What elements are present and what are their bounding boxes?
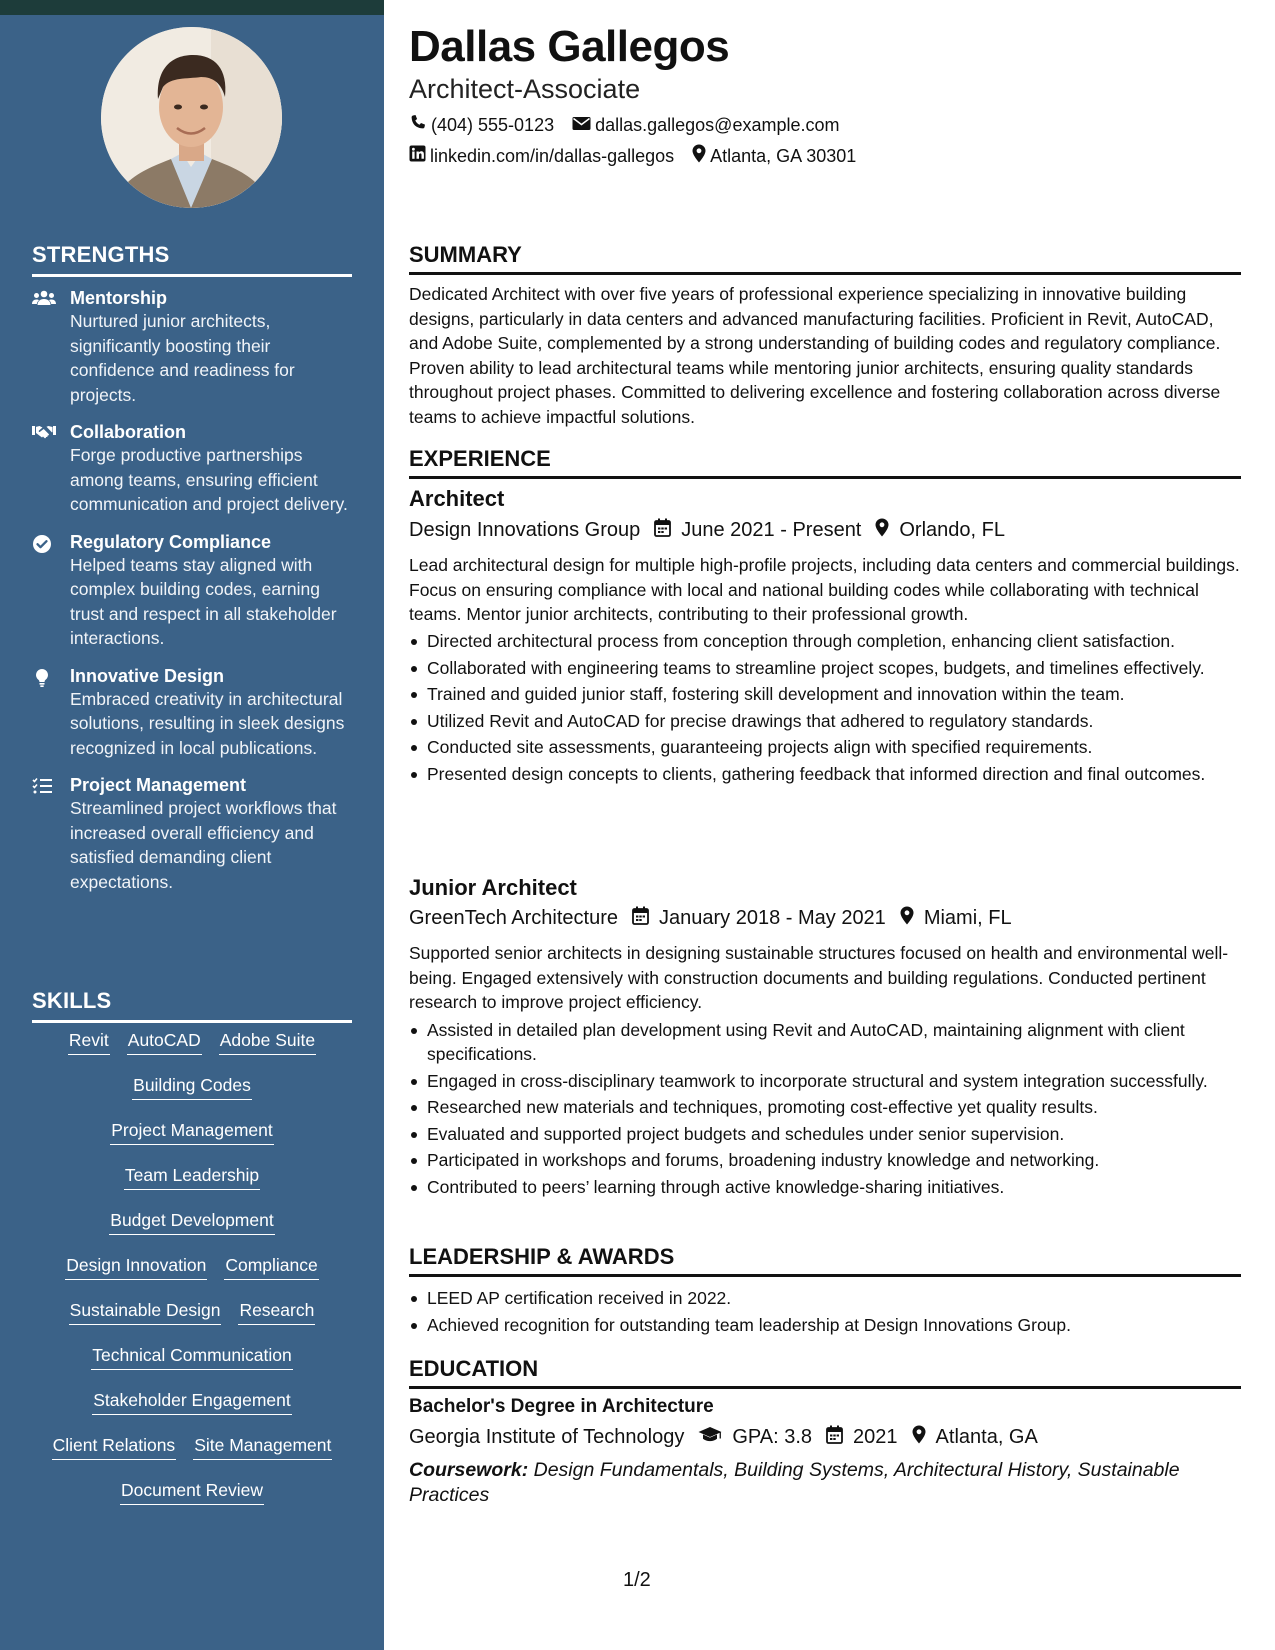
- list-item: LEED AP certification received in 2022.: [409, 1286, 1241, 1310]
- location-text: Miami, FL: [923, 907, 1012, 929]
- job-meta: [409, 518, 1019, 543]
- calendar-icon: [826, 1425, 853, 1450]
- strength-description: Streamlined project workflows that increased overall efficiency and satisfied demanding client expectations.: [70, 798, 337, 892]
- strength-title: Innovative Design: [70, 665, 225, 686]
- coursework-label: Coursework:: [409, 1459, 529, 1481]
- skill-tag: Adobe Suite: [219, 1029, 316, 1055]
- leadership-list: [409, 1286, 1241, 1339]
- summary-text: Dedicated Architect with over five years of professional experience specializing in innovative building designs, particularly in data centers and advanced manufacturing facilities. Proficient in Revit, AutoCAD, and Adobe Suite, complemented by a strong understanding of building codes and regulatory compliance. Proven ability to lead architectural teams while mentoring junior architects, ensuring quality standards throughout project phases. Committed to delivering excellence and fostering collaboration across diverse teams to achieve impactful solutions.: [409, 284, 1221, 427]
- skill-row: [32, 1479, 352, 1524]
- list-item: Researched new materials and techniques, promoting cost-effective yet quality results.: [409, 1095, 1241, 1119]
- map-pin-icon: [900, 906, 924, 931]
- graduation-cap-icon: [698, 1426, 732, 1449]
- skill-tag: Team Leadership: [124, 1164, 260, 1190]
- skill-tag: Compliance: [224, 1254, 318, 1280]
- summary-heading: SUMMARY: [409, 242, 1241, 275]
- strength-title: Project Management: [70, 775, 247, 795]
- list-item: Evaluated and supported project budgets and schedules under senior supervision.: [409, 1122, 1241, 1146]
- skill-row: [32, 1389, 352, 1434]
- date-range: June 2021 - Present: [681, 519, 862, 541]
- strength-item: [32, 287, 352, 407]
- list-item: Participated in workshops and forums, broadening industry knowledge and networking.: [409, 1148, 1241, 1172]
- skill-row: [32, 1299, 352, 1344]
- envelope-icon: [572, 115, 595, 136]
- skill-tag: Sustainable Design: [69, 1299, 222, 1325]
- education-meta: [409, 1425, 1052, 1450]
- strength-title: Regulatory Compliance: [70, 531, 272, 552]
- list-item: Achieved recognition for outstanding team leadership at Design Innovations Group.: [409, 1313, 1241, 1337]
- skill-row: [32, 1029, 352, 1074]
- gpa: [698, 1426, 812, 1449]
- degree-title: Bachelor's Degree in Architecture: [409, 1396, 714, 1417]
- skill-tag: Client Relations: [52, 1434, 177, 1460]
- job-title: Architect: [409, 486, 505, 511]
- location-text: Atlanta, GA: [935, 1426, 1038, 1448]
- coursework-list: Design Fundamentals, Building Systems, Architectural History, Sustainable Practices: [409, 1459, 1180, 1506]
- experience-heading: EXPERIENCE: [409, 446, 1241, 479]
- skill-tag: Budget Development: [109, 1209, 274, 1235]
- strength-item: [32, 665, 352, 761]
- skill-tag: Research: [238, 1299, 315, 1325]
- skill-tag: Building Codes: [132, 1074, 252, 1100]
- map-pin-icon: [692, 144, 710, 168]
- job-meta: [409, 906, 1026, 931]
- date-range: January 2018 - May 2021: [659, 907, 886, 929]
- contact-line: [409, 144, 874, 168]
- strength-description: Nurtured junior architects, significantly boosting their confidence and readiness for projects.: [70, 311, 295, 405]
- coursework: [409, 1458, 1241, 1507]
- list-item: Contributed to peers’ learning through active knowledge-sharing initiatives.: [409, 1175, 1241, 1199]
- leadership-heading: LEADERSHIP & AWARDS: [409, 1244, 1241, 1277]
- list-item: Engaged in cross-disciplinary teamwork to incorporate structural and system integration successfully.: [409, 1069, 1241, 1093]
- strength-item: [32, 531, 352, 651]
- company-name: Design Innovations Group: [409, 519, 641, 541]
- job-bullets: [409, 1018, 1241, 1201]
- calendar-icon: [632, 906, 659, 931]
- job-dates: [632, 906, 886, 931]
- job-dates: [654, 518, 861, 543]
- skill-tag: Revit: [68, 1029, 110, 1055]
- phone-number: (404) 555-0123: [431, 115, 555, 135]
- school-name: Georgia Institute of Technology: [409, 1426, 685, 1448]
- job-location: [875, 518, 1005, 543]
- skill-row: [32, 1344, 352, 1389]
- job-bullets: [409, 629, 1241, 788]
- email-contact[interactable]: [572, 115, 839, 136]
- company-name: GreenTech Architecture: [409, 907, 618, 929]
- linkedin-contact[interactable]: [409, 145, 674, 167]
- list-item: Directed architectural process from conception through completion, enhancing client satisfaction.: [409, 629, 1241, 653]
- linkedin-url[interactable]: linkedin.com/in/dallas-gallegos: [430, 145, 675, 166]
- list-item: Collaborated with engineering teams to streamline project scopes, budgets, and timelines effectively.: [409, 656, 1241, 680]
- handshake-icon: [32, 421, 70, 517]
- candidate-name: Dallas Gallegos: [409, 22, 730, 71]
- phone-contact: [409, 114, 554, 137]
- page-number: 1/2: [623, 1569, 651, 1591]
- skill-tag: AutoCAD: [127, 1029, 202, 1055]
- skill-row: [32, 1254, 352, 1299]
- profile-photo: [101, 27, 282, 208]
- graduation-year: [826, 1425, 898, 1450]
- calendar-icon: [654, 518, 681, 543]
- job-description: Lead architectural design for multiple high-profile projects, including data centers and commercial buildings. Focus on ensuring compliance with local and national building codes while collaborating with technical teams. Mentor junior architects, contributing to their professional growth.: [409, 555, 1240, 625]
- candidate-role: Architect-Associate: [409, 74, 641, 104]
- map-pin-icon: [912, 1425, 936, 1450]
- list-item: Assisted in detailed plan development using Revit and AutoCAD, maintaining alignment with client specifications.: [409, 1018, 1241, 1066]
- location-text: Atlanta, GA 30301: [710, 145, 857, 166]
- users-icon: [32, 287, 70, 407]
- strength-title: Collaboration: [70, 422, 186, 442]
- gpa-value: GPA: 3.8: [732, 1426, 813, 1448]
- strength-item: [32, 774, 352, 894]
- skill-tag: Technical Communication: [91, 1344, 292, 1370]
- skill-row: [32, 1164, 352, 1209]
- sidebar: [0, 0, 384, 1650]
- check-circle-icon: [32, 531, 70, 651]
- location-text: Orlando, FL: [899, 519, 1005, 541]
- list-item: Presented design concepts to clients, gathering feedback that informed direction and final outcomes.: [409, 762, 1241, 786]
- skill-row: [32, 1119, 352, 1164]
- list-item: Trained and guided junior staff, fostering skill development and innovation within the team.: [409, 682, 1241, 706]
- skill-row: [32, 1074, 352, 1119]
- strength-description: Forge productive partnerships among teams, ensuring efficient communication and project delivery.: [70, 445, 348, 514]
- job-title: Junior Architect: [409, 875, 577, 900]
- strength-item: [32, 421, 352, 517]
- skill-tag: Design Innovation: [65, 1254, 207, 1280]
- skill-row: [32, 1209, 352, 1254]
- contact-line: [409, 114, 858, 137]
- email-address[interactable]: dallas.gallegos@example.com: [595, 115, 840, 135]
- skills-heading: SKILLS: [32, 988, 352, 1023]
- strength-description: Embraced creativity in architectural solutions, resulting in sleek designs recognized in local publications.: [70, 688, 345, 758]
- year-value: 2021: [853, 1426, 898, 1448]
- list-item: Conducted site assessments, guaranteeing projects align with specified requirements.: [409, 735, 1241, 759]
- sidebar-top-bar: [0, 0, 384, 15]
- education-location: [912, 1425, 1038, 1450]
- strengths-heading: STRENGTHS: [32, 242, 352, 277]
- lightbulb-icon: [32, 665, 70, 761]
- skills-list: [32, 1029, 352, 1524]
- strength-title: Mentorship: [70, 288, 167, 308]
- task-list-icon: [32, 774, 70, 894]
- job-location: [900, 906, 1012, 931]
- skill-tag: Site Management: [193, 1434, 332, 1460]
- phone-icon: [409, 114, 431, 137]
- skill-tag: Document Review: [120, 1479, 264, 1505]
- education-heading: EDUCATION: [409, 1356, 1241, 1389]
- strengths-list: [32, 287, 352, 908]
- skill-row: [32, 1434, 352, 1479]
- list-item: Utilized Revit and AutoCAD for precise drawings that adhered to regulatory standards.: [409, 709, 1241, 733]
- job-description: Supported senior architects in designing sustainable structures focused on health and environmental well-being. Engaged extensively with construction documents and building regulations. Conducted pertinent research to improve project efficiency.: [409, 943, 1229, 1013]
- linkedin-icon: [409, 145, 430, 167]
- skill-tag: Project Management: [110, 1119, 273, 1145]
- skill-tag: Stakeholder Engagement: [92, 1389, 292, 1415]
- location-contact: [692, 144, 856, 168]
- map-pin-icon: [875, 518, 899, 543]
- strength-description: Helped teams stay aligned with complex building codes, earning trust and respect in all stakeholder interactions.: [70, 554, 337, 648]
